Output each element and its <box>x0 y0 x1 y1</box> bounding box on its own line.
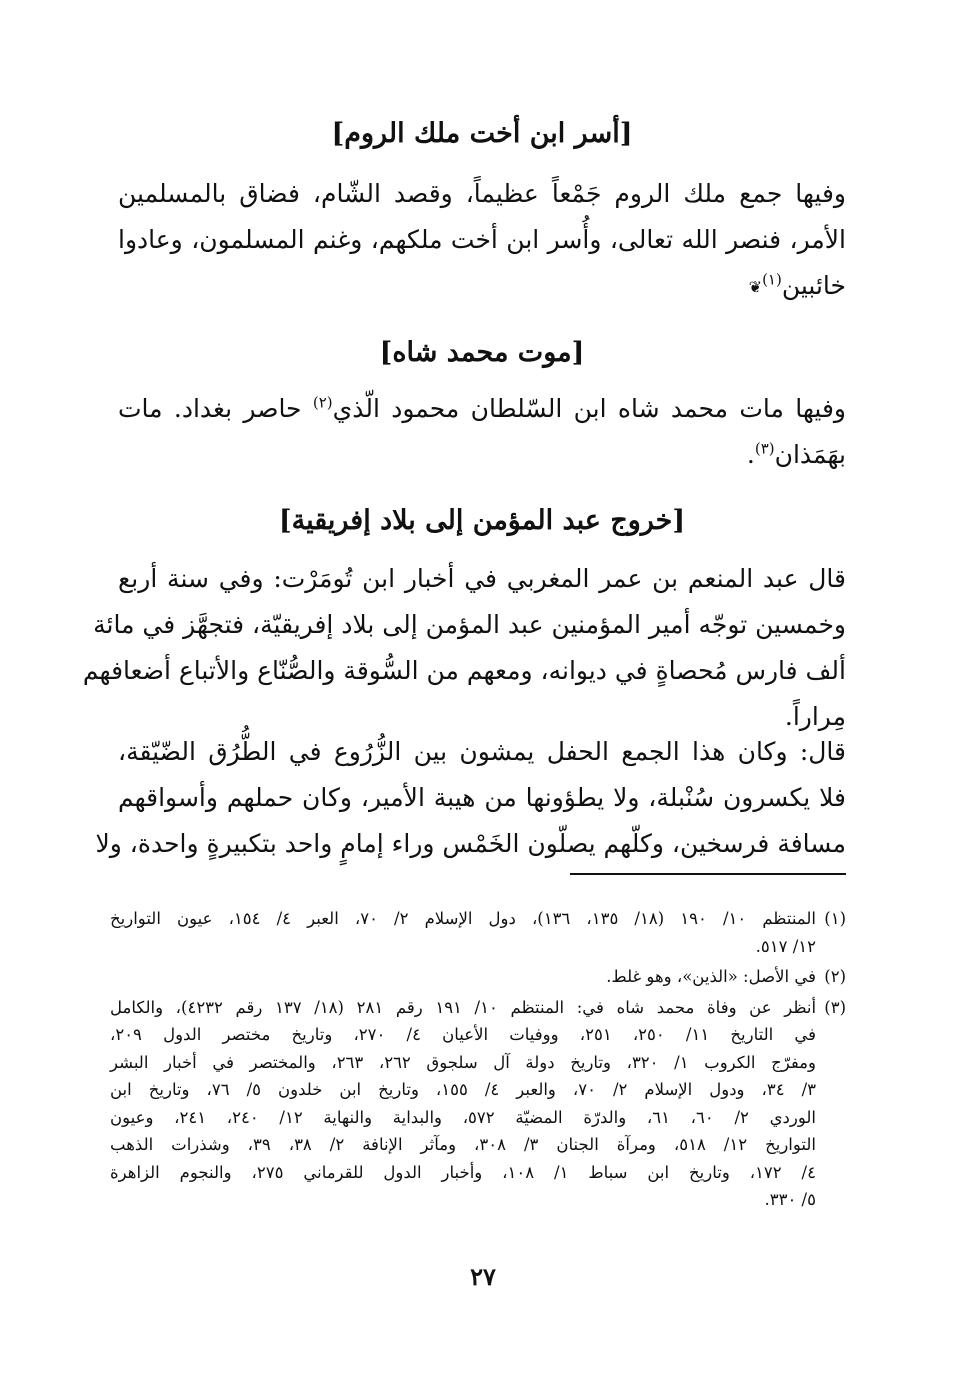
text-line <box>118 386 846 432</box>
text-fragment: بهَمَذان <box>774 440 846 469</box>
footnote-text <box>110 963 816 991</box>
text-line: وفيها جمع ملك الروم جَمْعاً عظيماً، وقصد الشّام، فضاق بالمسلمين <box>118 179 846 208</box>
text-line <box>118 432 846 478</box>
section-paragraph <box>82 556 846 740</box>
footnote-line: ٤/ ١٧٢، وتاريخ ابن سباط ١/ ١٠٨، وأخبار الدول للقرماني ٢٧٥، والنجوم الزاهرة <box>110 1162 816 1182</box>
ornament-icon: ❦ <box>748 277 763 297</box>
section-paragraph <box>118 386 846 478</box>
footnote-line: أنظر عن وفاة محمد شاه في: المنتظم ١٠/ ١٩١ رقم ٢٨١ (١٨/ ١٣٧ رقم ٤٢٣٢)، والكامل <box>110 997 817 1017</box>
footnote-line: ومفرّج الكروب ١/ ٣٢٠، وتاريخ دولة آل سلجوق ٢٦٢، ٢٦٣، والمختصر في أخبار البشر <box>110 1052 816 1072</box>
footnote-number: (٣) <box>824 997 846 1017</box>
text-line: وخمسين توجّه أمير المؤمنين عبد المؤمن إلى بلاد إفريقيّة، فتجهَّز في مائة <box>93 610 846 639</box>
text-fragment: خائبين <box>781 271 846 300</box>
footnotes <box>110 905 846 1217</box>
section-paragraph <box>118 171 846 311</box>
text-line: مسافة فرسخين، وكلّهم يصلّون الخَمْس وراء إمامٍ واحد بتكبيرةٍ واحدة، ولا <box>95 829 846 858</box>
footnote-line: التواريخ ١٢/ ٥١٨، ومرآة الجنان ٣/ ٣٠٨، ومآثر الإنافة ٢/ ٣٨، ٣٩، وشذرات الذهب <box>110 1135 816 1154</box>
footnote-line: في التاريخ ١١/ ٢٥٠، ٢٥١، ووفيات الأعيان ٤/ ٢٧٠، وتاريخ مختصر الدول ٢٠٩، <box>110 1025 816 1044</box>
text-fragment: . <box>746 440 755 469</box>
footnote-line: ٣/ ٣٤، ودول الإسلام ٢/ ٧٠، والعبر ٤/ ١٥٥، وتاريخ ابن خلدون ٥/ ٧٦، وتاريخ ابن <box>110 1080 817 1099</box>
text-line: قال: وكان هذا الجمع الحفل يمشون بين الزُّرُوع في الطُّرُق الضّيّقة، <box>118 737 846 766</box>
text-line: الأمر، فنصر الله تعالى، وأُسر ابن أخت ملكهم، وغنم المسلمون، وعادوا <box>118 225 846 254</box>
footnote-line: الوردي ٢/ ٦٠، ٦١، والدرّة المضيّة ٥٧٢، والبداية والنهاية ١٢/ ٢٤٠، ٢٤١، وعيون <box>110 1107 816 1127</box>
text-line: ألف فارس مُحصاةٍ في ديوانه، ومعهم من السُّوقة والصُّنّاع والأتباع أضعافهم <box>82 656 846 685</box>
section-heading: [أسر ابن أخت ملك الروم] <box>331 118 633 149</box>
footnote-text <box>110 905 816 960</box>
footnote <box>110 994 846 1214</box>
footnote-line: المنتظم ١٠/ ١٩٠ (١٨/ ١٣٥، ١٣٦)، دول الإسلام ٢/ ٧٠، العبر ٤/ ١٥٤، عيون التواريخ <box>110 909 816 928</box>
text-line: فلا يكسرون سُنْبلة، ولا يطؤونها من هيبة الأمير، وكان حملهم وأسواقهم <box>118 783 846 812</box>
text-fragment: حاصر بغداد. مات <box>118 394 302 423</box>
text-line <box>118 263 846 311</box>
footnote-number: (١) <box>824 909 846 928</box>
text-line: قال عبد المنعم بن عمر المغربي في أخبار ابن تُومَرْت: وفي سنة أربع <box>118 564 846 593</box>
footnote-ref: (١) <box>762 270 782 289</box>
footnote-line: ١٢/ ٥١٧. <box>755 936 816 956</box>
footnote-text <box>110 994 816 1214</box>
footnote-line: في الأصل: «الذين»، وهو غلط. <box>606 967 816 986</box>
footnote <box>110 963 846 991</box>
footnote-number: (٢) <box>824 967 846 986</box>
footnote-separator <box>570 873 846 875</box>
footnote <box>110 905 846 960</box>
text-line: مِراراً. <box>784 702 846 731</box>
footnote-line: ٥/ ٣٣٠. <box>764 1190 816 1209</box>
page-number: ٢٧ <box>470 1262 496 1291</box>
section-heading: [خروج عبد المؤمن إلى بلاد إفريقية] <box>278 505 686 536</box>
text-fragment: وفيها مات محمد شاه ابن السّلطان محمود الّذي <box>332 394 846 423</box>
footnote-ref: (٣) <box>754 439 775 458</box>
footnote-ref: (٢) <box>312 393 333 412</box>
section-heading: [موت محمد شاه] <box>379 337 585 368</box>
section-paragraph <box>95 729 846 867</box>
